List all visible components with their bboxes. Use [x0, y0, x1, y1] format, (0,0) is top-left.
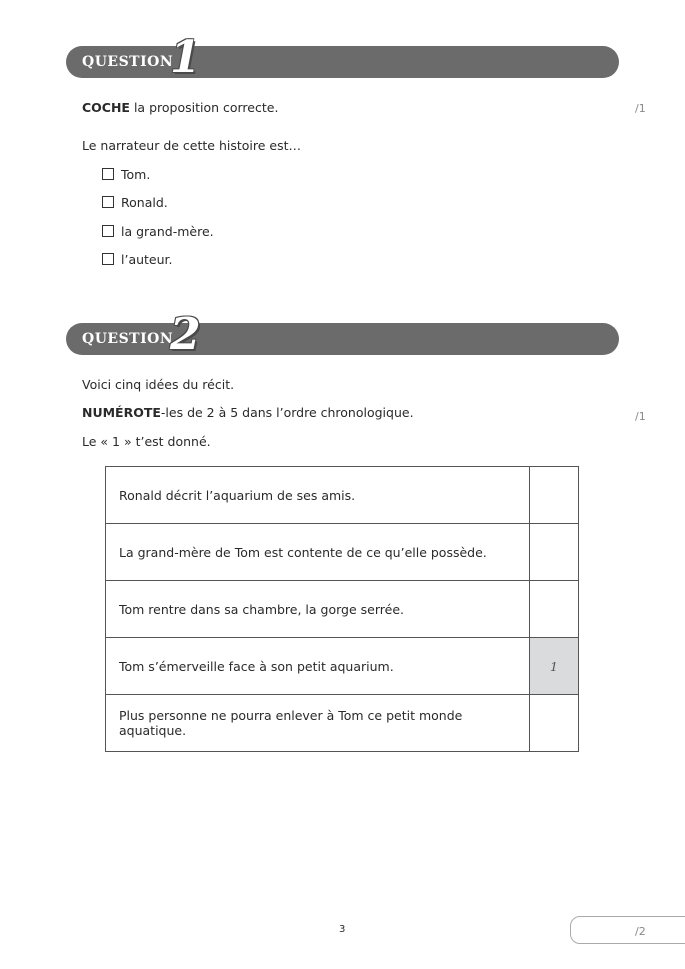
- event-text: Ronald décrit l’aquarium de ses amis.: [106, 467, 530, 524]
- total-score-box: [570, 916, 685, 944]
- question-2-intro: Voici cinq idées du récit.: [82, 377, 235, 392]
- option-checkbox[interactable]: [102, 196, 114, 208]
- option-label: Ronald.: [121, 195, 168, 210]
- instruction-text: la proposition correcte.: [129, 100, 279, 115]
- page-number: 3: [339, 924, 346, 935]
- question-1-header: [66, 32, 619, 83]
- instruction-verb: NUMÉROTE: [82, 405, 161, 420]
- event-text: Tom rentre dans sa chambre, la gorge serrée.: [106, 581, 530, 638]
- question-2-given-note: Le « 1 » t’est donné.: [82, 434, 211, 449]
- question-2-number: 2: [170, 309, 201, 360]
- question-1-number: 1: [170, 32, 201, 83]
- table-row: [106, 638, 579, 695]
- table-row: [106, 524, 579, 581]
- option-label: l’auteur.: [121, 252, 173, 267]
- option-auteur[interactable]: [102, 252, 173, 267]
- question-2-header: [66, 309, 619, 360]
- instruction-text: -les de 2 à 5 dans l’ordre chronologique.: [160, 405, 414, 420]
- option-label: Tom.: [121, 167, 151, 182]
- given-answer-cell: 1: [530, 638, 579, 695]
- instruction-verb: COCHE: [82, 100, 130, 115]
- option-checkbox[interactable]: [102, 253, 114, 265]
- answer-cell[interactable]: [530, 467, 579, 524]
- question-1-label: QUESTION: [82, 54, 174, 70]
- option-grand-mere[interactable]: [102, 224, 214, 239]
- table-row: [106, 581, 579, 638]
- option-checkbox[interactable]: [102, 225, 114, 237]
- question-2-instruction: [82, 405, 414, 420]
- event-text: Plus personne ne pourra enlever à Tom ce petit monde aquatique.: [106, 695, 530, 752]
- answer-cell[interactable]: [530, 695, 579, 752]
- table-row: [106, 695, 579, 752]
- question-2-score: /1: [635, 410, 646, 423]
- question-1-score: /1: [635, 102, 646, 115]
- answer-cell[interactable]: [530, 524, 579, 581]
- option-checkbox[interactable]: [102, 168, 114, 180]
- event-text: La grand-mère de Tom est contente de ce qu’elle possède.: [106, 524, 530, 581]
- question-1-instruction: [82, 100, 278, 115]
- table-row: [106, 467, 579, 524]
- answer-cell[interactable]: [530, 581, 579, 638]
- option-label: la grand-mère.: [121, 224, 214, 239]
- question-2-label: QUESTION: [82, 331, 174, 347]
- question-1-prompt: Le narrateur de cette histoire est…: [82, 138, 302, 153]
- event-text: Tom s’émerveille face à son petit aquarium.: [106, 638, 530, 695]
- option-tom[interactable]: [102, 167, 150, 182]
- total-score: /2: [635, 925, 646, 938]
- option-ronald[interactable]: [102, 195, 168, 210]
- ordering-table: [105, 466, 579, 752]
